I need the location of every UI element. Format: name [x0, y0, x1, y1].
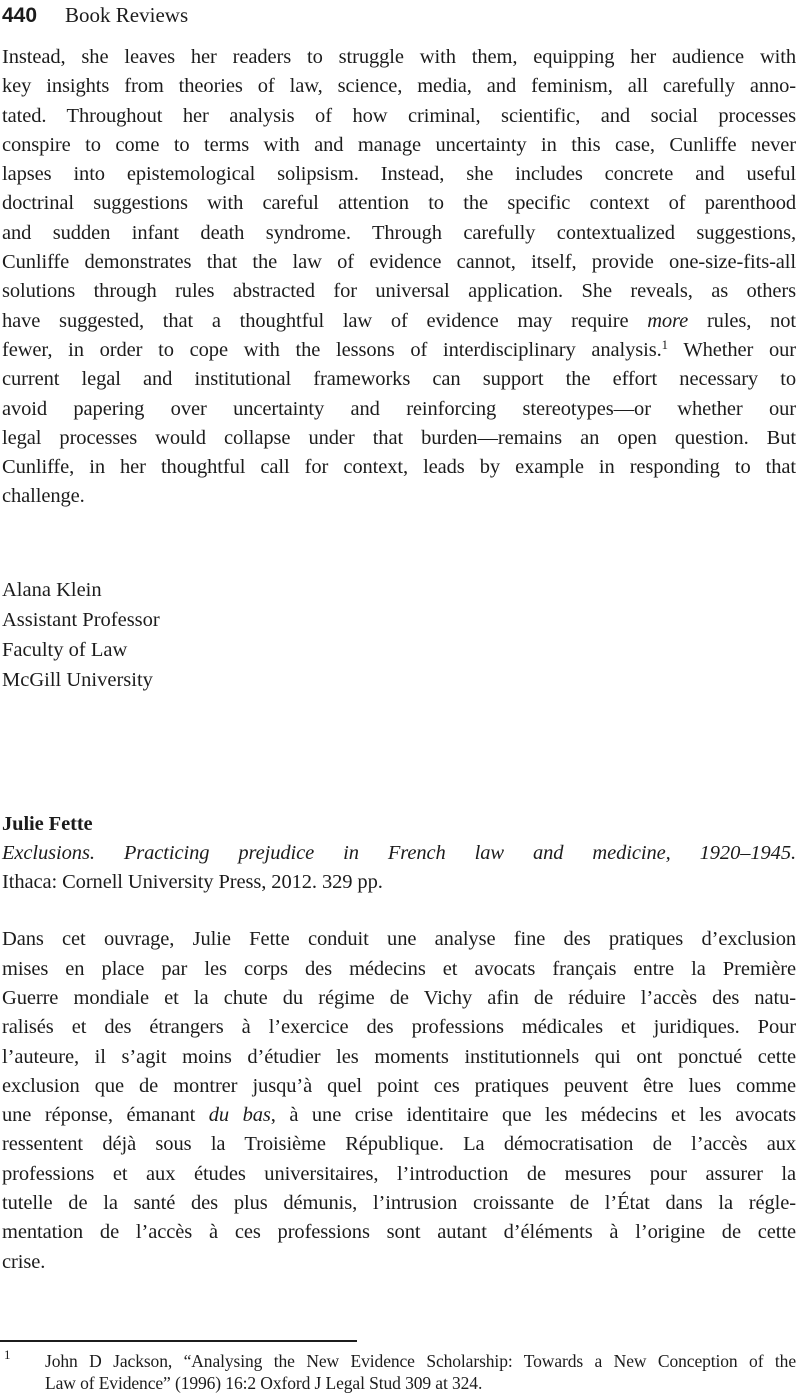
- text-line: mises en place par les corps des médecins et avocats français entre la Première: [2, 957, 796, 980]
- footnote-marker: 1: [4, 1346, 11, 1362]
- text-line: ralisés et des étrangers à l’exercice des professions médicales et juridiques. Pour: [2, 1016, 796, 1039]
- book-citation: [2, 839, 796, 898]
- text-line: and sudden infant death syndrome. Through carefully contextualized suggestions,: [2, 221, 796, 244]
- text-line: Dans cet ouvrage, Julie Fette conduit une analyse fine des pratiques d’exclusion: [2, 928, 796, 951]
- text-line: conspire to come to terms with and manage uncertainty in this case, Cunliffe never: [2, 133, 796, 156]
- text-line: Law of Evidence” (1996) 16:2 Oxford J Legal Stud 309 at 324.: [45, 1373, 483, 1394]
- text-line: l’auteure, il s’agit moins d’étudier les moments institutionnels qui ont ponctué cette: [2, 1045, 796, 1068]
- text-line: current legal and institutional frameworks can support the effort necessary to: [2, 368, 796, 391]
- footnote: [2, 1346, 796, 1395]
- text-line: Cunliffe, in her thoughtful call for context, leads by example in responding to that: [2, 456, 796, 479]
- text-line: challenge.: [2, 485, 85, 508]
- text-line: Instead, she leaves her readers to struggle with them, equipping her audience with: [2, 46, 796, 68]
- text-line: solutions through rules abstracted for universal application. She reveals, as others: [2, 280, 796, 303]
- text-line: tutelle de la santé des plus démunis, l’intrusion croissante de l’État dans la régle-: [2, 1192, 796, 1215]
- reviewer-title: Assistant Professor: [2, 608, 160, 631]
- text-line: Exclusions. Practicing prejudice in French law and medicine, 1920–1945.: [2, 841, 796, 864]
- book-author-heading: Julie Fette: [2, 812, 93, 835]
- footnote-separator: [0, 1340, 357, 1342]
- text-line: Guerre mondiale et la chute du régime de Vichy afin de réduire l’accès des natu-: [2, 986, 796, 1009]
- cunliffe-review-paragraph: [2, 43, 796, 512]
- footnote-text: [45, 1350, 796, 1395]
- text-line: key insights from theories of law, science, media, and feminism, all carefully anno-: [2, 75, 796, 98]
- text-line: crise.: [2, 1250, 46, 1273]
- text-line: exclusion que de montrer jusqu’à quel point ces pratiques peuvent être lues comme: [2, 1074, 796, 1097]
- text-line: fewer, in order to cope with the lessons of interdisciplinary analysis.$^1$ Whether our: [2, 337, 796, 361]
- fette-review-section: [2, 809, 796, 1277]
- text-line: professions et aux études universitaires, l’introduction de mesures pour assurer la: [2, 1162, 796, 1185]
- text-line: tated. Throughout her analysis of how criminal, scientific, and social processes: [2, 104, 796, 127]
- reviewer-signature: [2, 575, 796, 695]
- text-line: une réponse, émanant du bas, à une crise identitaire que les médecins et les avocats: [2, 1104, 796, 1127]
- text-line: legal processes would collapse under that burden—remains an open question. But: [2, 426, 796, 449]
- text-line: doctrinal suggestions with careful attention to the specific context of parenthood: [2, 192, 796, 215]
- text-line: John D Jackson, “Analysing the New Evidence Scholarship: Towards a New Conception of the: [45, 1350, 796, 1371]
- reviewer-name: Alana Klein: [2, 578, 102, 601]
- text-line: mentation de l’accès à ces professions sont autant d’éléments à l’origine de cette: [2, 1221, 796, 1244]
- page-number: 440: [2, 4, 38, 27]
- reviewer-faculty: Faculty of Law: [2, 638, 128, 661]
- running-header: [2, 2, 796, 29]
- text-line: Cunliffe demonstrates that the law of evidence cannot, itself, provide one-size-fits-all: [2, 251, 796, 274]
- section-title: Book Reviews: [65, 3, 189, 27]
- text-line: ressentent déjà sous la Troisième République. La démocratisation de l’accès aux: [2, 1133, 796, 1156]
- text-line: lapses into epistemological solipsism. Instead, she includes concrete and useful: [2, 163, 796, 186]
- text-line: have suggested, that a thoughtful law of evidence may require more rules, not: [2, 309, 796, 332]
- fette-review-paragraph: [2, 925, 796, 1277]
- text-line: avoid papering over uncertainty and reinforcing stereotypes—or whether our: [2, 397, 796, 420]
- text-line: Ithaca: Cornell University Press, 2012. 329 pp.: [2, 871, 383, 894]
- reviewer-university: McGill University: [2, 668, 153, 691]
